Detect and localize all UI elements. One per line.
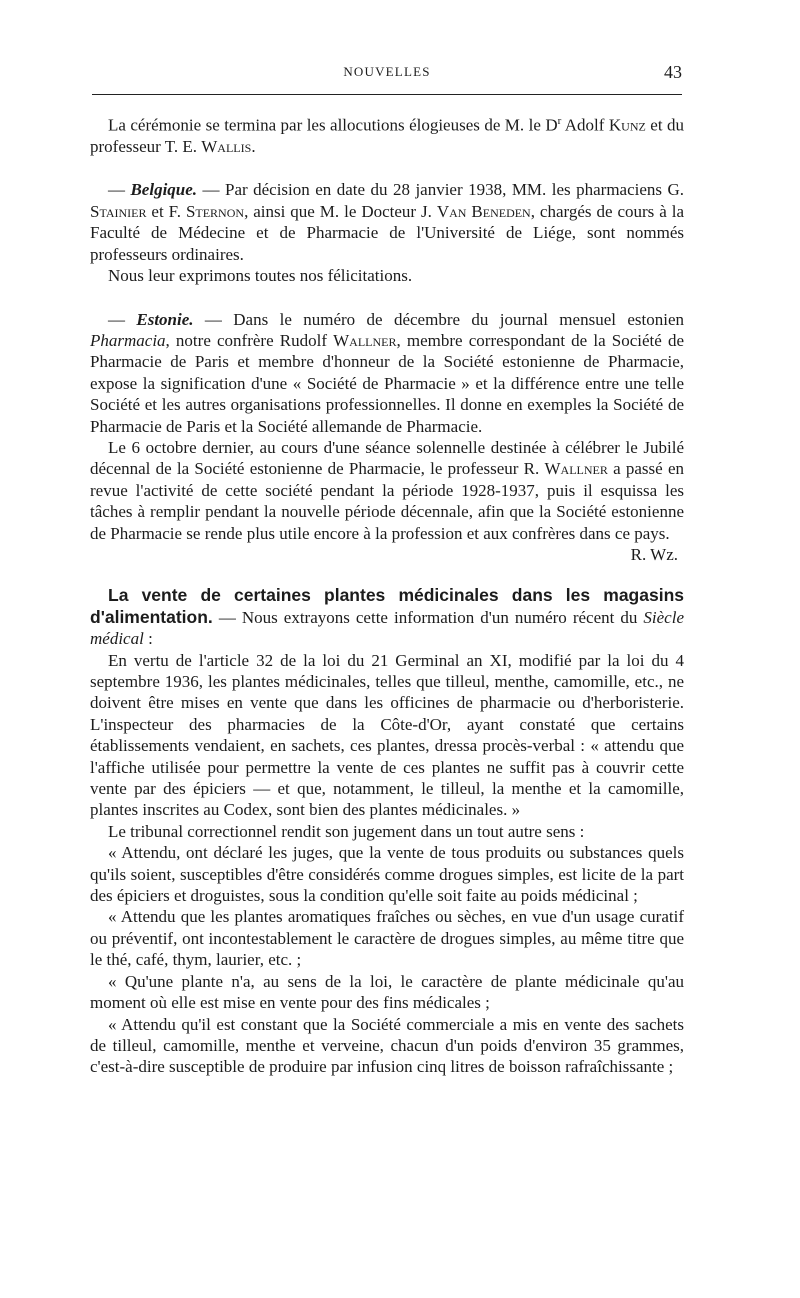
person-name: Kunz <box>608 115 646 135</box>
estonie-jubilee-paragraph: Le 6 octobre dernier, au cours d'une séance solennelle destinée à célébrer le Jubilé décennal de la Société estonienne de Pharmacie, le professeur R. Wallner a passé en revue l'activité de cette société pendant la période 1928-1937, puis il esquissa les tâches à remplir pendant la nouvelle période décennale, afin que la Société estonienne de Pharmacie se rende plus utile encore à la profession et aux confrères dans ce pays. <box>90 437 684 543</box>
page-header <box>92 64 682 88</box>
page-number: 43 <box>664 62 682 82</box>
journal-title: Pharmacia <box>90 330 166 350</box>
vente-paragraph: Le tribunal correctionnel rendit son jugement dans un tout autre sens : <box>108 821 585 841</box>
vente-paragraph: « Attendu que les plantes aromatiques fraîches ou sèches, en vue d'un usage curatif ou préventif, ont incontestablement le caractère de drogues simples, au même titre que le thé, café, thym, laurier, etc. ; <box>90 907 684 970</box>
vente-intro-paragraph: La vente de certaines plantes médicinales dans les magasins d'alimentation. — Nous extrayons cette information d'un numéro récent du Siècle médical : <box>90 585 684 649</box>
vente-paragraph: En vertu de l'article 32 de la loi du 21 Germinal an XI, modifié par la loi du 4 septembre 1936, les plantes médicinales, telles que tilleul, menthe, camomille, etc., ne doivent être mises en vente que dans les officines de pharmacie ou d'herboristerie. L'inspecteur des pharmacies de la Côte-d'Or, ayant constaté que certains établissements vendaient, en sachets, ces plantes, dressa procès-verbal : « attendu que l'affiche utilisée pour permettre la vente de ces plantes ne suffit pas à couvrir cette vente par des épiciers — et que, notamment, le tilleul, la menthe et la camomille, plantes inscrites au Codex, sont bien des plantes médicinales. » <box>90 650 684 820</box>
person-name: Van Beneden <box>436 201 531 221</box>
person-name: Wallis <box>201 137 252 157</box>
closing-paragraph: La cérémonie se termina par les allocutions élogieuses de M. le $D^r$ Adolf Kunz et du professeur T. E. Wallis. <box>90 115 684 157</box>
article-body <box>90 111 684 1078</box>
section-heading-vente: La vente de certaines plantes médicinales dans les magasins d'alimentation. <box>90 585 684 627</box>
vente-paragraph: « Attendu, ont déclaré les juges, que la vente de tous produits ou substances quels qu'ils soient, susceptibles d'être considérés comme drogues simples, est licite de la part des épiciers et droguistes, sous la condition qu'elle soit faite au poids médicinal ; <box>90 843 684 906</box>
person-name: Wallner <box>333 330 397 350</box>
author-signature: R. Wz. <box>630 544 678 564</box>
vente-paragraph: « Attendu qu'il est constant que la Société commerciale a mis en vente des sachets de tilleul, camomille, menthe et verveine, chacun d'un poids d'environ 35 grammes, c'est-à-dire susceptible de produire par infusion cinq litres de boisson rafraîchissante ; <box>90 1014 684 1077</box>
section-heading-estonie: Estonie. <box>136 309 194 329</box>
source-title: Siècle médical <box>90 607 684 649</box>
belgique-congratulations: Nous leur exprimons toutes nos félicitations. <box>108 266 413 286</box>
header-rule <box>92 94 682 95</box>
running-title: NOUVELLES <box>343 64 431 79</box>
person-name: Stainier <box>90 201 147 221</box>
person-name: Sternon <box>185 201 245 221</box>
vente-paragraph: « Qu'une plante n'a, au sens de la loi, le caractère de plante médicinale qu'au moment où elle est mise en vente pour des fins médicales ; <box>90 971 684 1013</box>
section-heading-belgique: Belgique. <box>130 180 198 200</box>
belgique-paragraph: — Belgique. — Par décision en date du 28 janvier 1938, MM. les pharmaciens G. Stainier et F. Sternon, ainsi que M. le Docteur J. Van Beneden, chargés de cours à la Faculté de Médecine et de Pharmacie de l'Université de Liége, sont nommés professeurs ordinaires. <box>90 180 685 264</box>
person-name: Wallner <box>544 459 608 479</box>
estonie-paragraph: — Estonie. — Dans le numéro de décembre du journal mensuel estonien Pharmacia, notre confrère Rudolf Wallner, membre correspondant de la Société de Pharmacie de Paris et membre d'honneur de la Société estonienne de Pharmacie, expose la signification d'une « Société de Pharmacie » et la différence entre une telle Société et les autres organisations professionnelles. Il donne en exemples la Société de Pharmacie de Paris et la Société allemande de Pharmacie. <box>90 309 684 436</box>
